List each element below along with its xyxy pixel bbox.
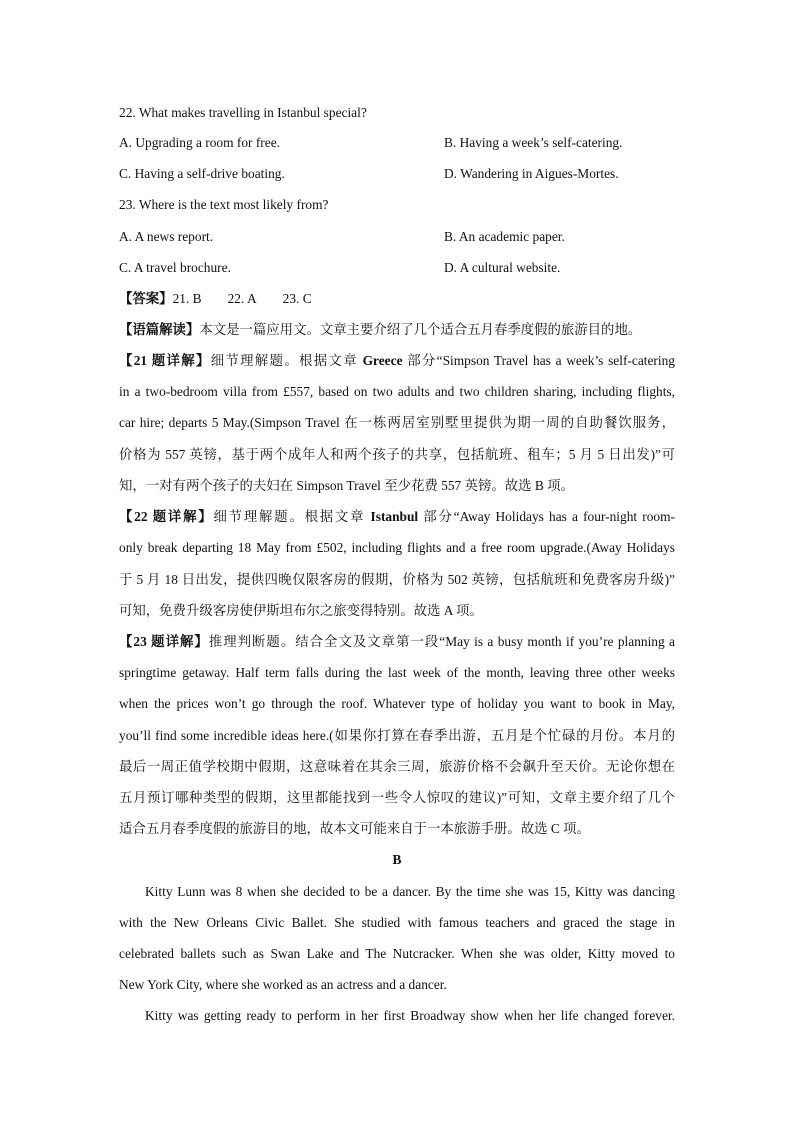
question-22: 22. What makes travelling in Istanbul special?	[119, 105, 367, 120]
answer-23: 23. C	[282, 291, 312, 306]
detail-23-tag: 【23 题详解】	[119, 634, 209, 649]
detail-23-line-4: you’ll find some incredible ideas here.(如果你打算在春季出游，五月是个忙碌的月份。本月的	[119, 728, 675, 743]
detail-21-line-5: 知，一对有两个孩子的夫妇在 Simpson Travel 至少花费 557 英镑。故选 B 项。	[119, 478, 574, 493]
passage-b-p2-line-1: Kitty was getting ready to perform in her first Broadway show when her life changed forever.	[145, 1008, 675, 1023]
passage-b-p1-line-1: Kitty Lunn was 8 when she decided to be a dancer. By the time she was 15, Kitty was dancing	[145, 884, 675, 899]
q22-option-c: C. Having a self-drive boating.	[119, 166, 285, 181]
detail-22-text: 部分“Away Holidays has a four-night room-	[418, 509, 675, 524]
q23-option-b: B. An academic paper.	[444, 229, 565, 244]
detail-23-line-7: 适合五月春季度假的旅游目的地，故本文可能来自于一本旅游手册。故选 C 项。	[119, 821, 590, 836]
section-heading: B	[392, 852, 402, 867]
detail-22-tag: 【22 题详解】	[119, 509, 214, 524]
reading-summary	[119, 320, 675, 340]
answer-21: 21. B	[172, 291, 202, 306]
passage-b-p1-line-4: New York City, where she worked as an actress and a dancer.	[119, 977, 447, 992]
detail-21-tag: 【21 题详解】	[119, 353, 211, 368]
detail-23-text: 推理判断题。结合全文及文章第一段“May is a busy month if you’re planning a	[208, 634, 676, 649]
q22-option-a: A. Upgrading a room for free.	[119, 135, 281, 150]
detail-22-line-4: 可知，免费升级客房使伊斯坦布尔之旅变得特别。故选 A 项。	[119, 603, 483, 618]
detail-21-line-1	[119, 351, 675, 371]
detail-23-line-2: springtime getaway. Half term falls during the last week of the month, leaving three other weeks	[119, 665, 675, 680]
detail-23-line-6: 五月预订哪种类型的假期，这里都能找到一些令人惊叹的建议)”可知，文章主要介绍了几个	[119, 790, 675, 805]
detail-23-line-1	[119, 632, 675, 652]
q23-option-c: C. A travel brochure.	[119, 260, 231, 275]
answer-line	[119, 289, 675, 309]
detail-21-text: 部分“Simpson Travel has a week’s self-catering	[402, 353, 675, 368]
answer-tag: 【答案】	[119, 291, 173, 306]
q22-option-d: D. Wandering in Aigues-Mortes.	[444, 166, 619, 181]
reading-text: 本文是一篇应用文。文章主要介绍了几个适合五月春季度假的旅游目的地。	[199, 322, 642, 337]
q23-option-d: D. A cultural website.	[444, 260, 561, 275]
passage-b-p1-line-2: with the New Orleans Civic Ballet. She studied with famous teachers and graced the stage in	[119, 915, 675, 930]
detail-22-text: 细节理解题。根据文章	[213, 509, 371, 524]
detail-22-keyword: Istanbul	[370, 509, 419, 524]
passage-b-p1-line-3: celebrated ballets such as Swan Lake and The Nutcracker. When she was older, Kitty moved to	[119, 946, 675, 961]
detail-22-line-2: only break departing 18 May from £502, including flights and a free room upgrade.(Away Holidays	[119, 540, 675, 555]
detail-21-keyword: Greece	[362, 353, 403, 368]
detail-21-line-4: 价格为 557 英镑，基于两个成年人和两个孩子的共享，包括航班、租车；5 月 5 日出发)”可	[119, 447, 675, 462]
detail-22-line-3: 于 5 月 18 日出发，提供四晚仅限客房的假期，价格为 502 英镑，包括航班和免费客房升级)”	[119, 572, 675, 587]
answer-22: 22. A	[227, 291, 257, 306]
detail-23-line-5: 最后一周正值学校期中假期，这意味着在其余三周，旅游价格不会飙升至天价。无论你想在	[119, 759, 675, 774]
detail-22-line-1	[119, 507, 675, 527]
q23-option-a: A. A news report.	[119, 229, 214, 244]
question-23: 23. Where is the text most likely from?	[119, 197, 329, 212]
detail-23-line-3: when the prices won’t go through the roof. Whatever type of holiday you want to book in May,	[119, 696, 675, 711]
q22-option-b: B. Having a week’s self-catering.	[444, 135, 623, 150]
reading-tag: 【语篇解读】	[119, 322, 200, 337]
detail-21-line-2: in a two-bedroom villa from £557, based on two adults and two children sharing, including flights,	[119, 384, 675, 399]
detail-21-line-3: car hire; departs 5 May.(Simpson Travel 在一栋两居室别墅里提供为期一周的自助餐饮服务，	[119, 415, 675, 430]
detail-21-text: 细节理解题。根据文章	[210, 353, 363, 368]
